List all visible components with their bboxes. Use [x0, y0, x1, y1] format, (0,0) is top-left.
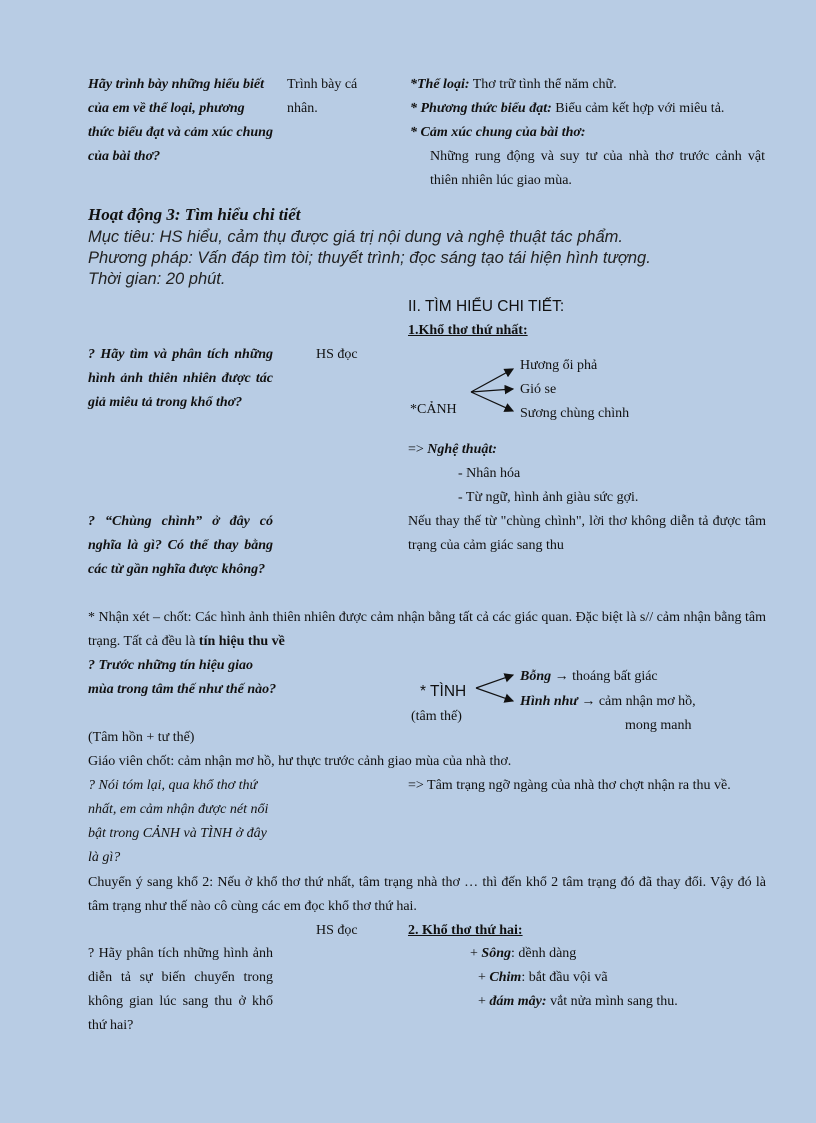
student-read-2: HS đọc	[316, 923, 358, 938]
question-genre: Hãy trình bày những hiểu biết của em về thể loại, phương thức biểu đạt và cảm xúc chung của bài thơ?	[88, 77, 273, 164]
scene-label: *CẢNH	[410, 402, 457, 417]
mood-item-2-bold: Hình như	[520, 694, 578, 709]
scene-item-2: Gió se	[520, 382, 557, 397]
activity-time: Thời gian: 20 phút.	[88, 270, 226, 288]
question-stanza2: ? Hãy phân tích những hình ảnh diễn tả sự biến chuyển trong không gian lúc sang thu ở khổ thứ hai?	[88, 946, 273, 1033]
student-activity-present: Trình bày cá nhân.	[287, 77, 358, 116]
art-item-1: - Nhân hóa	[458, 466, 521, 481]
stanza2-item-3-text: vắt nửa mình sang thu.	[546, 994, 678, 1009]
teacher-note-2: Giáo viên chốt: cảm nhận mơ hồ, hư thực trước cảnh giao mùa của nhà thơ.	[88, 754, 512, 769]
mood-label: * TÌNH	[420, 683, 467, 700]
teacher-note-1-text: * Nhận xét – chốt: Các hình ảnh thiên nhiên được cảm nhận bằng tất cả các giác quan. Đặc biệt là s// cảm nhận bằng tâm trạng. Tất cả đều là	[88, 610, 766, 649]
mood-item-2	[520, 690, 696, 714]
emotion-label: * Cảm xúc chung của bài thơ:	[410, 125, 586, 140]
stanza2-item-1	[470, 942, 576, 966]
question-images: ? Hãy tìm và phân tích những hình ảnh thiên nhiên được tác giả miêu tả trong khổ thơ?	[88, 347, 273, 410]
stanza2-item-1-bold: Sông	[481, 946, 511, 961]
stanza2-item-2-text: : bắt đầu vội vã	[521, 970, 608, 985]
question-summary: ? Nói tóm lại, qua khổ thơ thứ nhất, em cảm nhận được nét nổi bật trong CẢNH và TÌNH ở đây là gì?	[88, 778, 269, 865]
stanza2-item-1-prefix: +	[470, 946, 478, 961]
art-item-2: - Từ ngữ, hình ảnh giàu sức gợi.	[458, 490, 639, 505]
student-read-1: HS đọc	[316, 347, 358, 362]
scene-item-3: Sương chùng chình	[520, 406, 630, 421]
mood-sublabel: (tâm thế)	[411, 709, 462, 724]
stanza1-title: 1.Khổ thơ thứ nhất:	[408, 323, 528, 338]
stanza2-title: 2. Khổ thơ thứ hai:	[408, 923, 523, 938]
stanza2-item-3-bold: đám mây:	[489, 994, 547, 1009]
mood-item-1	[520, 665, 658, 689]
art-line	[408, 438, 497, 462]
activity-title: Hoạt động 3: Tìm hiểu chi tiết	[88, 205, 301, 224]
stanza2-item-2-bold: Chim	[489, 970, 522, 985]
emotion-text: Những rung động và suy tư của nhà thơ trước cảnh vật thiên nhiên lúc giao mùa.	[430, 149, 765, 188]
activity-method: Phương pháp: Vấn đáp tìm tòi; thuyết trình; đọc sáng tạo tái hiện hình tượng.	[88, 249, 651, 267]
stanza2-item-2	[478, 966, 608, 990]
stanza2-item-1-text: : dềnh dàng	[510, 946, 577, 961]
method-text: Biểu cảm kết hợp với miêu tả.	[555, 101, 725, 116]
stanza2-item-2-prefix: +	[478, 970, 486, 985]
genre-text: Thơ trữ tình thể năm chữ.	[472, 77, 617, 92]
stanza2-item-3-prefix: +	[478, 994, 486, 1009]
question-chung-chinh: ? “Chùng chình” ở đây có nghĩa là gì? Có thể thay bằng các từ gần nghĩa được không?	[88, 514, 273, 577]
arrow-right-icon: →	[581, 694, 596, 709]
transition-text: Chuyển ý sang khổ 2: Nếu ở khổ thơ thứ nhất, tâm trạng nhà thơ … thì đến khổ 2 tâm trạng đó đã thay đổi. Vậy đó là tâm trạng như thế nào cô cùng các em đọc khổ thơ thứ hai.	[88, 875, 766, 914]
art-label: Nghệ thuật:	[427, 442, 497, 457]
mood-item-2-text: cảm nhận mơ hồ,	[598, 694, 696, 709]
genre-label: *Thể loại:	[410, 77, 470, 92]
teacher-note-1	[88, 606, 766, 654]
teacher-note-1-bold: tín hiệu thu về	[198, 634, 285, 649]
arrow-right-icon: →	[554, 669, 569, 684]
mood-item-1-text: thoáng bất giác	[572, 669, 658, 684]
art-prefix: =>	[408, 442, 424, 457]
section-title: II. TÌM HIỂU CHI TIẾT:	[408, 298, 565, 315]
answer-chung-chinh: Nếu thay thế từ "chùng chình", lời thơ không diễn tả được tâm trạng của cảm giác sang thu	[408, 514, 766, 553]
question-mood: ? Trước những tín hiệu giao mùa trong tâm thế như thế nào?	[88, 658, 277, 697]
method-label: * Phương thức biểu đạt:	[410, 101, 552, 116]
activity-goal: Mục tiêu: HS hiểu, cảm thụ được giá trị nội dung và nghệ thuật tác phẩm.	[88, 228, 623, 246]
mood-item-2-cont: mong manh	[625, 718, 692, 733]
mood-hint: (Tâm hồn + tư thế)	[88, 730, 195, 745]
scene-item-1: Hương ổi phả	[520, 358, 598, 373]
answer-summary: => Tâm trạng ngỡ ngàng của nhà thơ chợt nhận ra thu về.	[408, 778, 731, 793]
mood-item-1-bold: Bỗng	[520, 669, 552, 684]
stanza2-item-3	[478, 990, 678, 1014]
